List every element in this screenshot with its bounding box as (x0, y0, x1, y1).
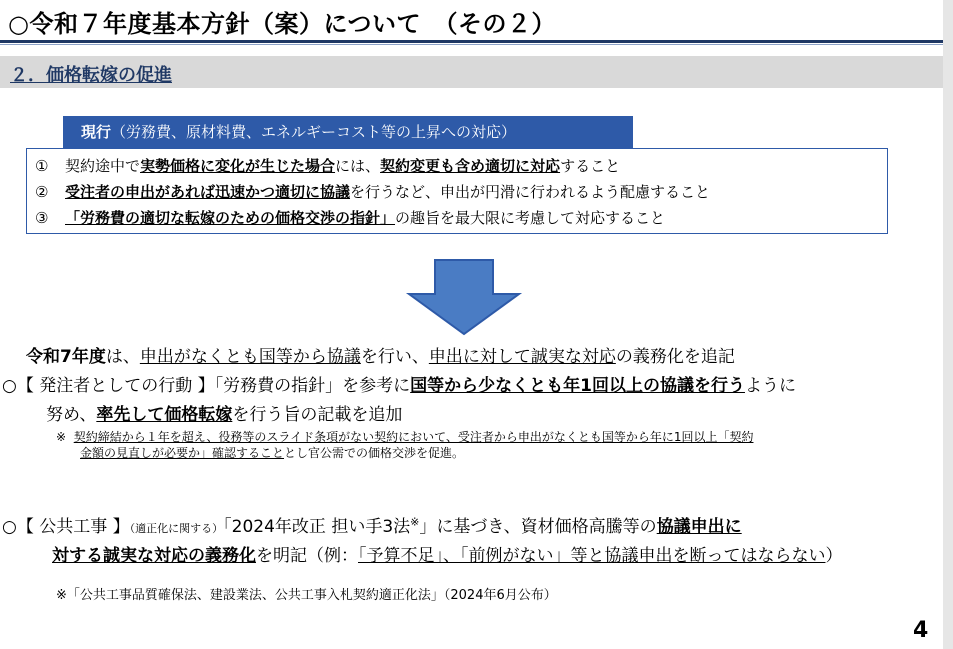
orderer-note-line-1 (56, 428, 753, 445)
public-works-small: （適正化に関する） (129, 522, 224, 535)
orderer-label: ○【 発注者としての行動 】 (2, 376, 215, 396)
lead-underline: 申出に対して誠実な対応 (428, 347, 616, 367)
public-works-emphasis: 対する誠実な対応の義務化 (52, 546, 256, 566)
side-strip (943, 0, 953, 649)
item-text: 契約途中で (65, 157, 141, 175)
item-text: すること (560, 157, 621, 175)
orderer-emphasis: 国等から少なくとも年1回以上の協議を行う (410, 376, 745, 396)
note-part: とし官公需での価格交渉を促進。 (284, 446, 465, 460)
item-number: ② (35, 183, 49, 201)
lead-underline: 申出がなくとも国等から協議 (139, 347, 361, 367)
title-divider-thin (0, 44, 943, 45)
public-works-part: 「2024年改正 担い手3法 (223, 517, 411, 537)
item-number: ③ (35, 209, 49, 227)
policy-item-3 (35, 205, 887, 231)
public-works-note: ※「公共工事品質確保法、建設業法、公共工事入札契約適正化法」（2024年6月公布） (56, 588, 557, 603)
lead-part: は、 (105, 347, 140, 367)
title-divider (0, 40, 943, 43)
section-heading: ２．価格転嫁の促進 (10, 65, 172, 86)
orderer-part: ように (744, 376, 796, 396)
page-title: ○令和７年度基本方針（案）について （その２） (8, 10, 556, 38)
note-underline: 金額の見直しが必要か」確認すること (80, 446, 285, 460)
item-number: ① (35, 157, 49, 175)
orderer-line-2 (46, 400, 402, 425)
public-works-underline: 「予算不足」、「前例がない」等と協議申出を断ってはならない (358, 546, 826, 566)
item-text: の趣旨を最大限に考慮して対応すること (395, 209, 666, 227)
current-policy-box (26, 148, 888, 234)
current-label: 現行 (81, 123, 112, 141)
orderer-emphasis: 率先して価格転嫁 (96, 405, 233, 425)
lead-part: の義務化を追記 (615, 347, 735, 367)
note-part: 契約締結から１年を超え、役務等のスライド条項がない契約において、受注者から申出がなくとも (73, 430, 602, 444)
item-emphasis: 実勢価格に変化が生じた場合 (140, 157, 336, 175)
orderer-note-line-2 (80, 444, 464, 461)
page-number: 4 (913, 618, 929, 643)
orderer-bullet (2, 371, 796, 396)
public-works-bullet (2, 512, 742, 537)
orderer-part: 努め、 (46, 405, 97, 425)
note-underline: 国等から年に1回以上「契約 (601, 430, 754, 444)
public-works-emphasis: 協議申出に (656, 517, 742, 537)
lead-part: を行い、 (360, 347, 429, 367)
item-emphasis: 「労務費の適切な転嫁のための価格交渉の指針」 (65, 209, 396, 227)
item-text: を行うなど、申出が円滑に行われるよう配慮すること (350, 183, 711, 201)
policy-item-1 (35, 153, 887, 179)
policy-item-2 (35, 179, 887, 205)
down-arrow-icon (405, 258, 523, 338)
public-works-label: ○【 公共工事 】 (2, 517, 130, 537)
lead-year: 令和7年度 (26, 347, 106, 367)
item-text: には、 (335, 157, 381, 175)
current-policy-header (63, 116, 633, 148)
public-works-part: ） (825, 546, 843, 566)
public-works-line-2 (52, 541, 843, 566)
public-works-part: 」に基づき、資材価格高騰等の (419, 517, 657, 537)
orderer-part: 「労務費の指針」を参考に (214, 376, 411, 396)
lead-text (26, 342, 735, 367)
item-emphasis: 受注者の申出があれば迅速かつ適切に協議 (65, 183, 351, 201)
footnote-mark: ※ (410, 515, 420, 529)
orderer-part: を行う旨の記載を追加 (232, 405, 403, 425)
public-works-part: を明記（例： (256, 546, 358, 566)
current-note: （労務費、原材料費、エネルギーコスト等の上昇への対応） (111, 123, 517, 141)
item-emphasis: 契約変更も含め適切に対応 (380, 157, 561, 175)
note-mark: ※ (56, 430, 67, 444)
